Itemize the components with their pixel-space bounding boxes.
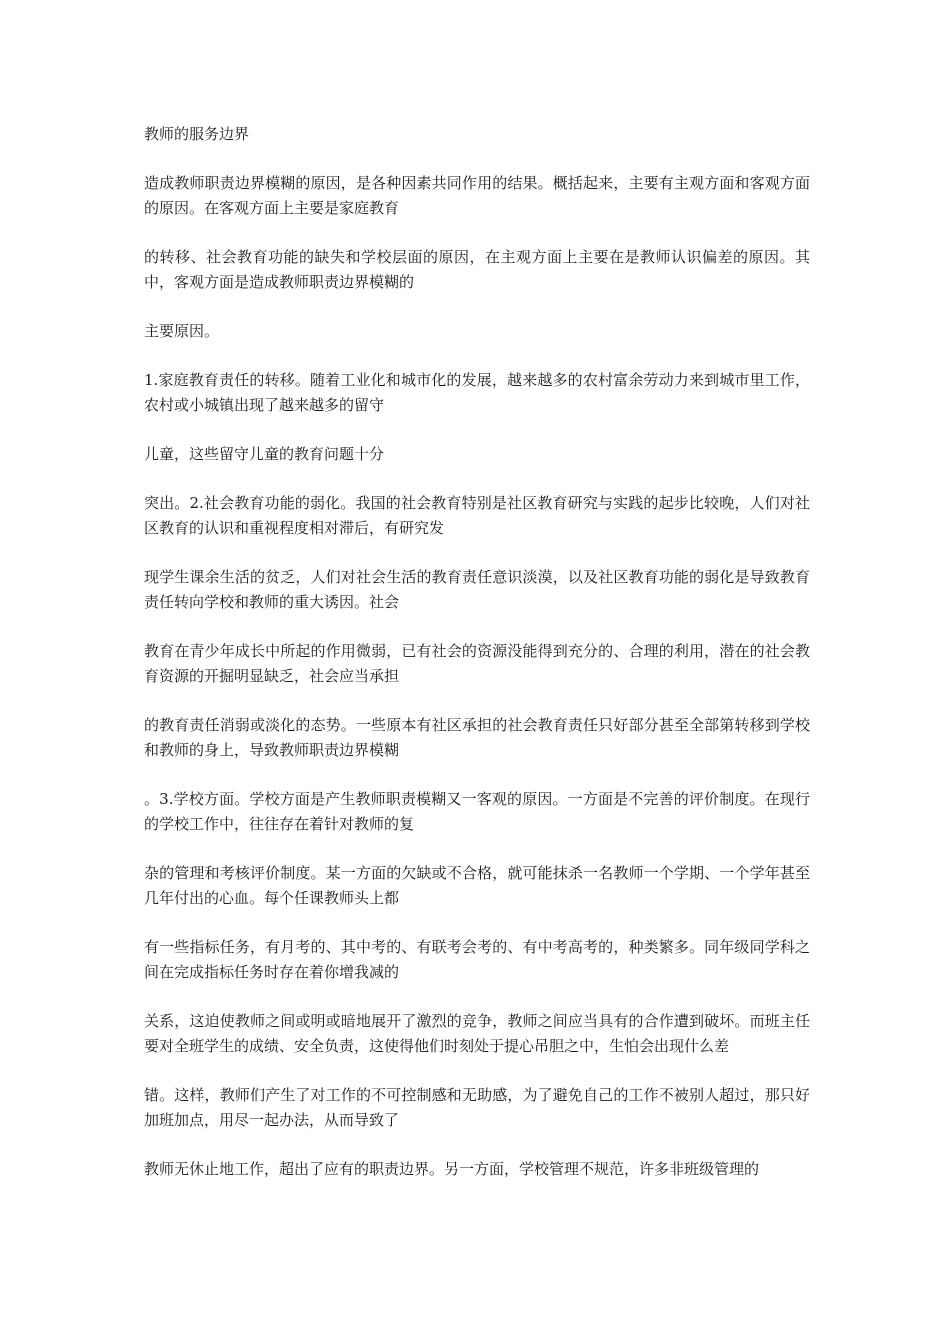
paragraph: 的教育责任消弱或淡化的态势。一些原本有社区承担的社会教育责任只好部分甚至全部第转移到学校和教师的身上，导致教师职责边界模糊 — [144, 716, 810, 759]
paragraph: 的转移、社会教育功能的缺失和学校层面的原因，在主观方面上主要在是教师认识偏差的原因。其中，客观方面是造成教师职责边界模糊的 — [144, 248, 810, 291]
document-body — [144, 122, 810, 1206]
paragraph: 教师无休止地工作，超出了应有的职责边界。另一方面，学校管理不规范，许多非班级管理的 — [144, 1160, 760, 1178]
paragraph: 造成教师职责边界模糊的原因，是各种因素共同作用的结果。概括起来，主要有主观方面和客观方面的原因。在客观方面上主要是家庭教育 — [144, 174, 810, 217]
paragraph: 现学生课余生活的贫乏，人们对社会生活的教育责任意识淡漠，以及社区教育功能的弱化是导致教育责任转向学校和教师的重大诱因。社会 — [144, 568, 810, 611]
paragraph: 突出。2.社会教育功能的弱化。我国的社会教育特别是社区教育研究与实践的起步比较晚，人们对社区教育的认识和重视程度相对滞后，有研究发 — [144, 494, 810, 537]
paragraph: 杂的管理和考核评价制度。某一方面的欠缺或不合格，就可能抹杀一名教师一个学期、一个学年甚至几年付出的心血。每个任课教师头上都 — [144, 864, 810, 907]
paragraph: 错。这样，教师们产生了对工作的不可控制感和无助感，为了避免自己的工作不被别人超过，那只好加班加点，用尽一起办法，从而导致了 — [144, 1086, 810, 1129]
paragraph: 。3.学校方面。学校方面是产生教师职责模糊又一客观的原因。一方面是不完善的评价制度。在现行的学校工作中，往往存在着针对教师的复 — [144, 790, 810, 833]
paragraph: 主要原因。 — [144, 322, 220, 340]
paragraph: 儿童，这些留守儿童的教育问题十分 — [144, 445, 385, 463]
paragraph: 教育在青少年成长中所起的作用微弱，已有社会的资源没能得到充分的、合理的利用，潜在的社会教育资源的开掘明显缺乏，社会应当承担 — [144, 642, 810, 685]
paragraph: 有一些指标任务，有月考的、其中考的、有联考会考的、有中考高考的，种类繁多。同年级同学科之间在完成指标任务时存在着你增我减的 — [144, 938, 810, 981]
document-title: 教师的服务边界 — [144, 125, 250, 143]
paragraph: 1.家庭教育责任的转移。随着工业化和城市化的发展，越来越多的农村富余劳动力来到城市里工作，农村或小城镇出现了越来越多的留守 — [144, 371, 810, 414]
paragraph: 关系，这迫使教师之间或明或暗地展开了激烈的竞争，教师之间应当具有的合作遭到破坏。而班主任要对全班学生的成绩、安全负责，这使得他们时刻处于提心吊胆之中，生怕会出现什么差 — [144, 1012, 810, 1055]
